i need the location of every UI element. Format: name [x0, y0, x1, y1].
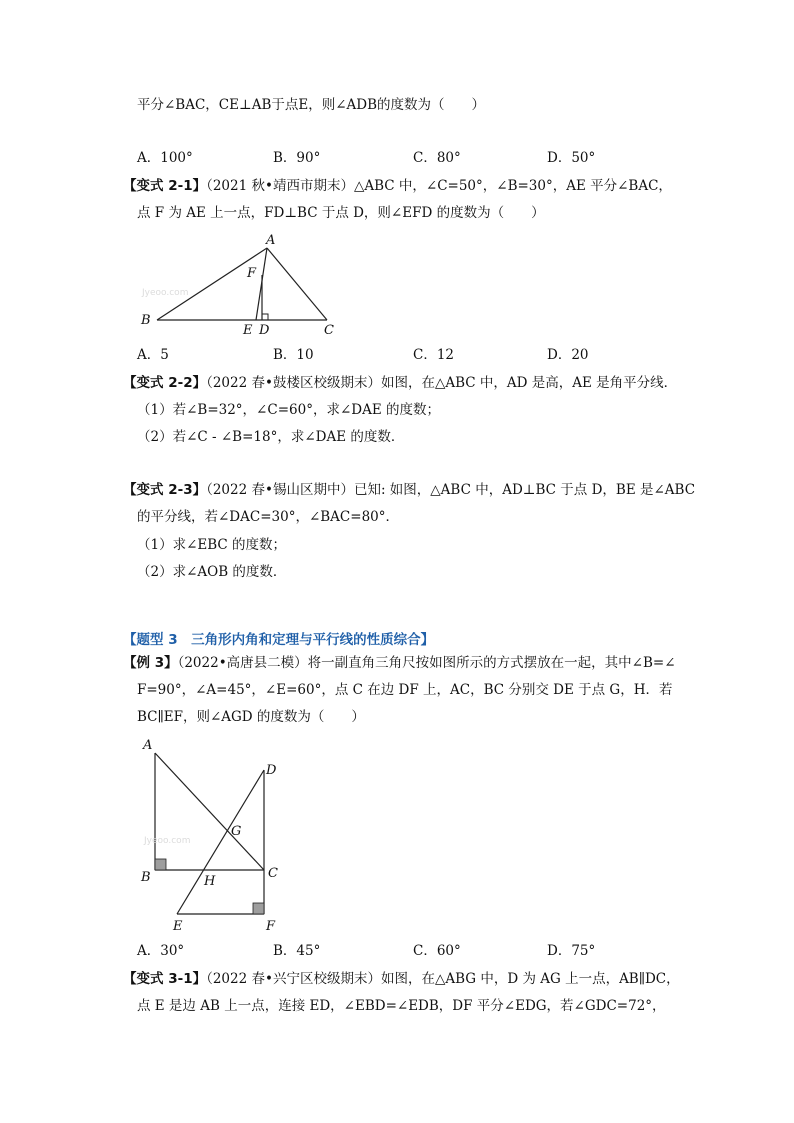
right-angle-mark-f — [253, 903, 264, 914]
variant-2-1-text1: （2021 秋•靖西市期末）△ABC 中，∠C=50°，∠B=30°，AE 平分∠BAC， — [206, 178, 672, 194]
label-c: C — [268, 866, 278, 881]
prev-question-line: 平分∠BAC，CE⊥AB于点E，则∠ADB的度数为（ ） — [137, 97, 486, 113]
segment-ac — [155, 753, 264, 870]
variant-2-2-line1 — [123, 374, 677, 392]
variant-2-1-option-b: B．10 — [273, 347, 314, 363]
variant-3-1-line1 — [123, 970, 680, 988]
variant-2-1-option-c: C．12 — [413, 347, 455, 363]
variant-3-1-line2: 点 E 是边 AB 上一点，连接 ED，∠EBD=∠EDB，DF 平分∠EDG，若∠GDC=72°， — [137, 998, 666, 1014]
example-3-text1: （2022•高唐县二模）将一副直角三角尺按如图所示的方式摆放在一起，其中∠B=∠ — [177, 655, 676, 671]
label-f: F — [247, 266, 257, 281]
prev-option-a: A．100° — [137, 150, 193, 166]
variant-2-2-sub1: （1）若∠B=32°，∠C=60°，求∠DAE 的度数； — [137, 402, 440, 418]
variant-2-3-tag: 【变式 2-3】 — [123, 482, 207, 498]
example-3-line1 — [123, 654, 676, 672]
variant-2-3-line2: 的平分线，若∠DAC=30°，∠BAC=80°． — [137, 509, 400, 525]
label-e: E — [173, 919, 183, 934]
variant-2-2-sub2: （2）若∠C - ∠B=18°，求∠DAE 的度数． — [137, 429, 405, 445]
example-3-option-b: B．45° — [273, 943, 321, 959]
segment-ac — [267, 248, 327, 320]
prev-option-c: C．80° — [413, 150, 461, 166]
prev-option-b: B．90° — [273, 150, 321, 166]
watermark-3: Jyeoo.com — [144, 836, 191, 846]
variant-2-3-line1 — [123, 481, 695, 499]
label-f: F — [266, 919, 276, 934]
label-a: A — [143, 738, 153, 753]
prev-option-d: D．50° — [547, 150, 596, 166]
right-angle-mark-d — [262, 314, 268, 320]
variant-2-3-sub1: （1）求∠EBC 的度数； — [137, 537, 287, 553]
right-angle-mark-b — [155, 859, 166, 870]
variant-2-3-sub2: （2）求∠AOB 的度数． — [137, 564, 287, 580]
example-3-line3: BC∥EF，则∠AGD 的度数为（ ） — [137, 709, 365, 725]
variant-2-1-option-a: A．5 — [137, 347, 169, 363]
label-h: H — [204, 874, 216, 889]
variant-2-2-text1: （2022 春•鼓楼区校级期末）如图，在△ABC 中，AD 是高，AE 是角平分线． — [206, 375, 678, 391]
label-b: B — [141, 870, 151, 885]
label-b: B — [141, 313, 151, 328]
variant-2-1-line1 — [123, 177, 672, 195]
label-d: D — [259, 323, 270, 338]
example-3-line2: F=90°，∠A=45°，∠E=60°，点 C 在边 DF 上，AC，BC 分别交 DE 于点 G，H．若 — [137, 682, 673, 698]
variant-2-2-tag: 【变式 2-2】 — [123, 375, 207, 391]
label-a: A — [266, 233, 276, 248]
example-3-option-c: C．60° — [413, 943, 461, 959]
set-square-figure-3 — [135, 730, 295, 940]
section-heading-3: 【题型 3 三角形内角和定理与平行线的性质综合】 — [123, 632, 435, 648]
example-3-option-a: A．30° — [137, 943, 185, 959]
variant-2-3-text1: （2022 春•锡山区期中）已知: 如图，△ABC 中，AD⊥BC 于点 D，BE 是∠ABC — [206, 482, 696, 498]
variant-2-1-line2: 点 F 为 AE 上一点，FD⊥BC 于点 D，则∠EFD 的度数为（ ） — [137, 205, 545, 221]
label-g: G — [231, 824, 242, 839]
label-e: E — [243, 323, 253, 338]
label-d: D — [266, 763, 277, 778]
triangle-figure-2-1 — [135, 230, 345, 340]
segment-ab — [157, 248, 267, 320]
watermark-2-1: Jyeoo.com — [142, 288, 189, 298]
variant-2-1-tag: 【变式 2-1】 — [123, 178, 207, 194]
example-3-tag: 【例 3】 — [123, 655, 178, 671]
label-c: C — [324, 323, 334, 338]
variant-3-1-text1: （2022 春•兴宁区校级期末）如图，在△ABG 中，D 为 AG 上一点，AB∥DC， — [206, 971, 680, 987]
variant-3-1-tag: 【变式 3-1】 — [123, 971, 207, 987]
variant-2-1-option-d: D．20 — [547, 347, 589, 363]
example-3-option-d: D．75° — [547, 943, 596, 959]
